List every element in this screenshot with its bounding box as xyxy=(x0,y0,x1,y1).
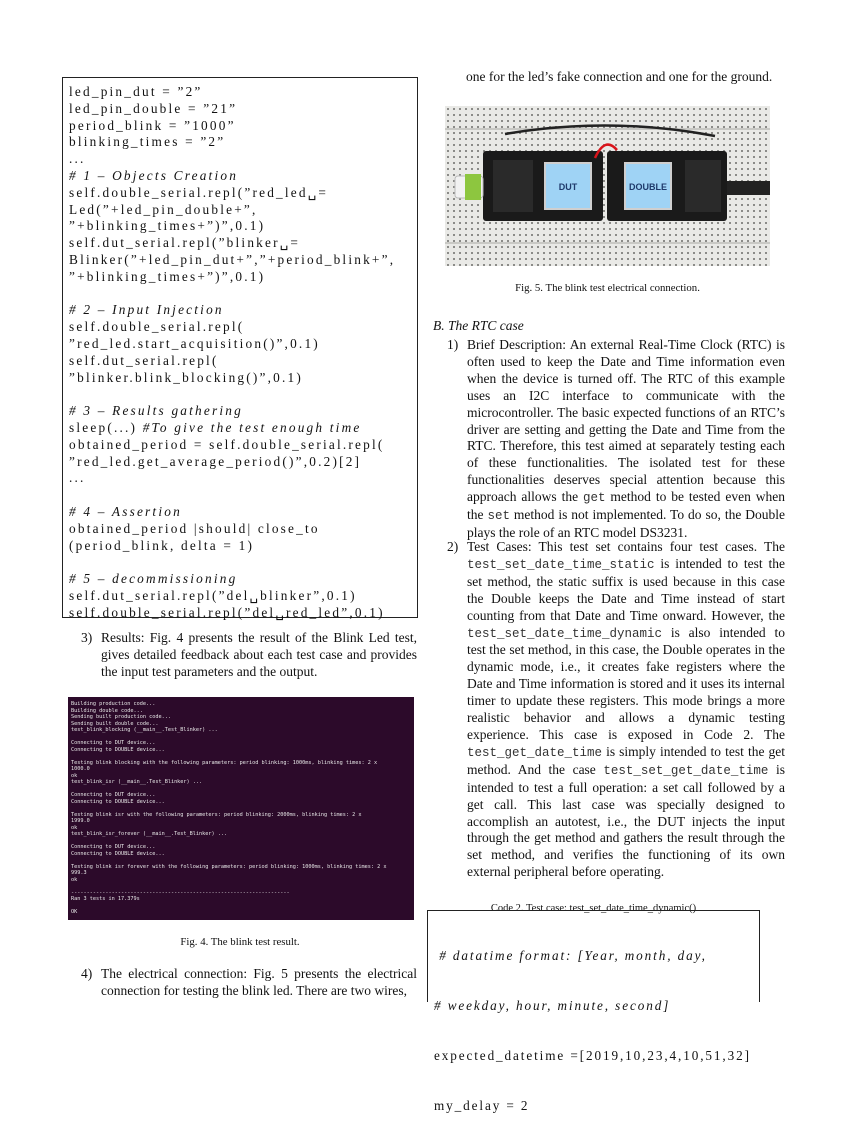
code-text: sleep(...) xyxy=(69,419,143,435)
paragraph-text: Results: Fig. 4 presents the result of the Blink Led test, gives detailed feedback about each test case and provides the input test parameters and the output. xyxy=(101,630,417,679)
code-line xyxy=(69,302,417,319)
code-comment: # weekday, hour, minute, second] xyxy=(434,998,671,1014)
code-line xyxy=(434,998,759,1015)
code-line: ”+blinking_times+”)”,0.1) xyxy=(69,268,266,284)
item-number: 3) xyxy=(81,630,93,645)
continuation-text: one for the led’s fake connection and one for the ground. xyxy=(466,69,773,84)
code-line: period_blink = ”1000” xyxy=(69,117,236,133)
code-comment: # 3 – Results gathering xyxy=(69,403,243,419)
section-heading: B. The RTC case xyxy=(433,318,524,333)
code-line: ”red_led.get_average_period()”,0.2)[2] xyxy=(69,453,362,469)
code-line xyxy=(69,403,417,420)
code-line: self.dut_serial.repl(”del␣blinker”,0.1) xyxy=(69,587,357,603)
code-line: obtained_period |should| close_to xyxy=(69,520,320,536)
text-run: is intended to test a full operation: a set call followed by a get call. This last case was specially designed to accomplish an autotest, i.e., the DUT injects the input through the get method and gathers the result through the set method, and verifies the functioning of its own external peripheral before operating. xyxy=(467,761,785,880)
code-test-static: test_set_date_time_static xyxy=(467,557,655,572)
code-get: get xyxy=(582,491,606,506)
item-number: 2) xyxy=(447,539,459,554)
fig4-caption: Fig. 4. The blink test result. xyxy=(180,936,300,948)
code-comment: # 5 – decommissioning xyxy=(69,571,238,587)
code-line: Blinker(”+led_pin_dut+”,”+period_blink+”, xyxy=(69,251,396,267)
code-line: ”+blinking_times+”)”,0.1) xyxy=(69,218,266,234)
code-line: expected_datetime =[2019,10,23,4,10,51,32] xyxy=(434,1048,751,1064)
code-comment: # 1 – Objects Creation xyxy=(69,167,239,183)
electrical-paragraph xyxy=(81,966,417,1000)
rtc-description-paragraph xyxy=(447,337,786,542)
code-line: self.dut_serial.repl(”blinker␣= xyxy=(69,235,301,251)
code-line xyxy=(69,504,417,521)
code-line xyxy=(69,487,417,504)
terminal-output-image xyxy=(68,697,414,920)
code-test-set-get: test_set_get_date_time xyxy=(603,763,769,778)
rtc-test-cases-paragraph xyxy=(447,539,785,881)
item-number: 1) xyxy=(447,337,459,352)
code-listing-blink xyxy=(62,77,418,618)
code-line xyxy=(69,554,417,571)
text-run: method is not implemented. To do so, the Double plays the role of an RTC model DS3231. xyxy=(467,507,786,540)
item-number: 4) xyxy=(81,966,93,981)
fig5-caption: Fig. 5. The blink test electrical connection. xyxy=(515,282,700,294)
code-listing-rtc xyxy=(427,910,760,1114)
code-line: ”red_led.start_acquisition()”,0.1) xyxy=(69,335,320,351)
code-line xyxy=(69,286,417,303)
code-line: self.double_serial.repl(”red_led␣= xyxy=(69,184,329,200)
code-line xyxy=(69,571,417,588)
code-comment: #To give the test enough time xyxy=(142,419,362,435)
code-line: self.dut_serial.repl( xyxy=(69,352,219,368)
code-line xyxy=(69,420,417,437)
text-run: method to be tested even when the xyxy=(467,489,785,523)
code-line: self.double_serial.repl( xyxy=(69,319,245,335)
paragraph-text: The electrical connection: Fig. 5 presents the electrical connection for testing the blink led. There are two wires, xyxy=(101,966,417,998)
code-line: led_pin_double = ”21” xyxy=(69,100,238,116)
code-line xyxy=(69,168,417,185)
code-line xyxy=(434,948,759,965)
code-line: ... xyxy=(69,151,86,167)
code-line: led_pin_dut = ”2” xyxy=(69,84,203,99)
code-line: blinking_times = ”2” xyxy=(69,134,226,150)
code-comment: # 2 – Input Injection xyxy=(69,302,224,318)
code-line: ”blinker.blink_blocking()”,0.1) xyxy=(69,369,304,385)
code-test-dynamic: test_set_date_time_dynamic xyxy=(467,626,663,641)
code-comment: # 4 – Assertion xyxy=(69,503,182,519)
code-test-get: test_get_date_time xyxy=(467,745,603,760)
terminal-text: Building production code... Building double code... Sending built production code... Sending built double code... test_blink_blocking (__main__.Test_Blinker) ... Connecting to DUT device... Connecting to DOUBLE device... Testing blink blocking with the following parameters: period blinking: 1000ms, blinking times: 2 x 1000.0 ok test_blink_isr (__main__.Test_Blinker) ... Connecting to DUT device... Connecting to DOUBLE device... Testing blink isr with the following parameters: period blinking: 2000ms, blinking times: 2 x 1999.0 ok test_blink_isr_forever (__main__.Test_Blinker) ... Connecting to DUT device... Connecting to DOUBLE device... Testing blink isr forever with the following parameters: period blinking: 1000ms, blinking times: 2 x 999.3 ok ---------------------------------------------------------------------- Ran 3 tests in 17.379s OK xyxy=(71,701,387,915)
code-line xyxy=(69,386,417,403)
text-run: Brief Description: An external Real-Time Clock (RTC) is often used to keep the Date and Time information even when the device is turned off. The RTC of this example uses an I2C interface to communicate with the microcontroller. The basic expected functions of an RTC’s driver are setting and getting the Date and Time from the RTC. Therefore, this test aimed at separately testing each of these functionalities. The isolated test for these functionalities deserves special attention because this approach allows the xyxy=(467,337,785,505)
code-line: self.double_serial.repl(”del␣red_led”,0.1) xyxy=(69,604,385,620)
code-line: Led(”+led_pin_double+”, xyxy=(69,201,258,217)
double-label: DOUBLE xyxy=(629,182,667,192)
code2-caption: Code 2. Test case: test_set_date_time_dynamic() xyxy=(490,903,697,914)
breadboard-photo xyxy=(445,106,770,266)
code-comment: # datatime format: [Year, month, day, xyxy=(434,948,707,964)
code-line: my_delay = 2 xyxy=(434,1098,530,1114)
results-paragraph xyxy=(81,630,417,681)
text-run: Test Cases: This test set contains four test cases. The xyxy=(467,539,785,554)
code-line: ... xyxy=(69,470,86,486)
dut-label: DUT xyxy=(558,182,578,192)
code-line: obtained_period = self.double_serial.repl( xyxy=(69,436,385,452)
text-run: is intended to test the set method, the static suffix is used because in this case the Double keeps the Date and Time instead of start counting from that Date and Time onward. However, the xyxy=(467,555,785,623)
text-run: is also intended to test the set method, in this case, the Double operates in the dynamic mode, i.e., it creates fake registers where the Date and Time information is stored and it uses its internal timer to update these registers. This mode brings a more realistic behavior and allows a dynamic testing experience. This case is exposed in Code 2. The xyxy=(467,624,785,742)
text-run: is simply intended to test the get method. And the case xyxy=(467,743,785,777)
code-line: (period_blink, delta = 1) xyxy=(69,537,255,553)
code-lines xyxy=(69,84,417,622)
code-set: set xyxy=(487,509,510,524)
